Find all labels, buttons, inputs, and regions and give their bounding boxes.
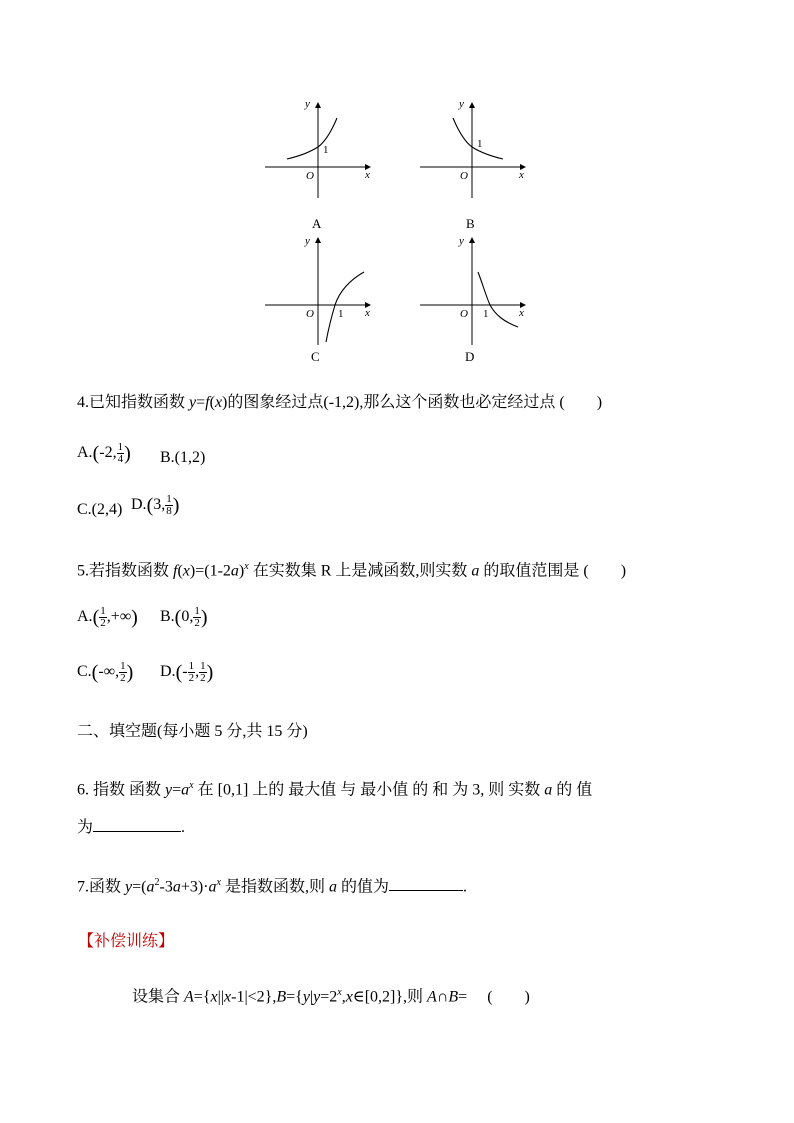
q4-option-c: C.(2,4)	[77, 501, 123, 518]
graph-a-x-label: x	[365, 169, 370, 181]
graph-c-label: C	[311, 349, 320, 364]
graph-c	[265, 235, 370, 364]
q5-option-a: A.( $\frac{1}{2}$ ,+∞)	[77, 605, 138, 629]
answer-blank[interactable]	[389, 890, 463, 891]
graph-b-tick: 1	[477, 138, 483, 150]
q7-stem: 7.函数 $y=(a^2-3a+3)\cdot a^x$ 是指数函数,则 a 的值为 .	[77, 877, 467, 896]
q5-option-c: C.(-∞, $\frac{1}{2}$ )	[77, 660, 134, 684]
graph-a	[265, 98, 370, 231]
section-heading: 二、填空题(每小题 5 分,共 15 分)	[77, 723, 308, 740]
q6-line2: 为 .	[77, 819, 186, 836]
graph-a-label: A	[312, 216, 322, 231]
graph-d-x-label: x	[519, 307, 524, 319]
fraction: $\frac{1}{2}$	[120, 660, 126, 684]
q4-option-b: B.(1,2)	[160, 449, 206, 466]
graph-c-x-label: x	[365, 307, 370, 319]
q4-option-a: A.(-2, $\frac{1}{4}$ )	[77, 441, 131, 465]
compensation-heading: 【补偿训练】	[78, 931, 175, 950]
q5-stem: 5.若指数函数 $f(x)=(1-2a)^x$ 在实数集 R 上是减函数,则实数 a 的取值范围是 ( )	[77, 561, 627, 580]
fraction: $\frac{1}{2}$	[200, 660, 206, 684]
q5-option-d: D.(- $\frac{1}{2}$ , $\frac{1}{2}$ )	[160, 660, 214, 684]
graph-c-origin: O	[306, 308, 314, 320]
graph-b-label: B	[466, 216, 475, 231]
graph-d-y-label: y	[459, 235, 464, 247]
graph-a-tick: 1	[323, 144, 329, 156]
q4-option-d: D.(3, $\frac{1}{8}$ )	[131, 493, 180, 517]
fraction: $\frac{1}{2}$	[100, 605, 106, 629]
graph-d	[420, 235, 525, 364]
q4-stem: 4.已知指数函数 y=f(x)的图象经过点(-1,2),那么这个函数也必定经过点 ( )	[77, 394, 603, 411]
compensation-question: 设集合 $A=\{x||x-1|<2\},B=\{y|y=2^x,x\in[0,2]\}$,则 A∩B= ( )	[132, 987, 530, 1006]
q6-stem: 6. 指数 函数 $y=a^x$ 在 [0,1] 上的 最大值 与 最小值 的 和 为 3, 则 实数 a 的 值	[77, 780, 593, 799]
graph-c-tick: 1	[338, 308, 344, 320]
graph-d-label: D	[465, 349, 475, 364]
graph-c-y-label: y	[305, 235, 310, 247]
graph-a-y-label: y	[305, 98, 310, 110]
graph-b-y-label: y	[459, 98, 464, 110]
curve-a	[287, 118, 337, 159]
fraction: $\frac{1}{8}$	[166, 493, 172, 517]
fraction: $\frac{1}{4}$	[117, 441, 124, 465]
curve-c	[326, 272, 364, 342]
graph-b	[420, 98, 525, 231]
graph-b-x-label: x	[519, 169, 524, 181]
fraction: $\frac{1}{2}$	[194, 605, 200, 629]
graph-d-tick: 1	[483, 308, 489, 320]
answer-blank[interactable]	[93, 831, 181, 832]
answer-graphs	[0, 0, 794, 380]
q5-option-b: B.(0, $\frac{1}{2}$ )	[160, 605, 208, 629]
graph-a-origin: O	[306, 170, 314, 182]
graph-d-origin: O	[460, 308, 468, 320]
graph-b-origin: O	[460, 170, 468, 182]
fraction: $\frac{1}{2}$	[188, 660, 195, 684]
